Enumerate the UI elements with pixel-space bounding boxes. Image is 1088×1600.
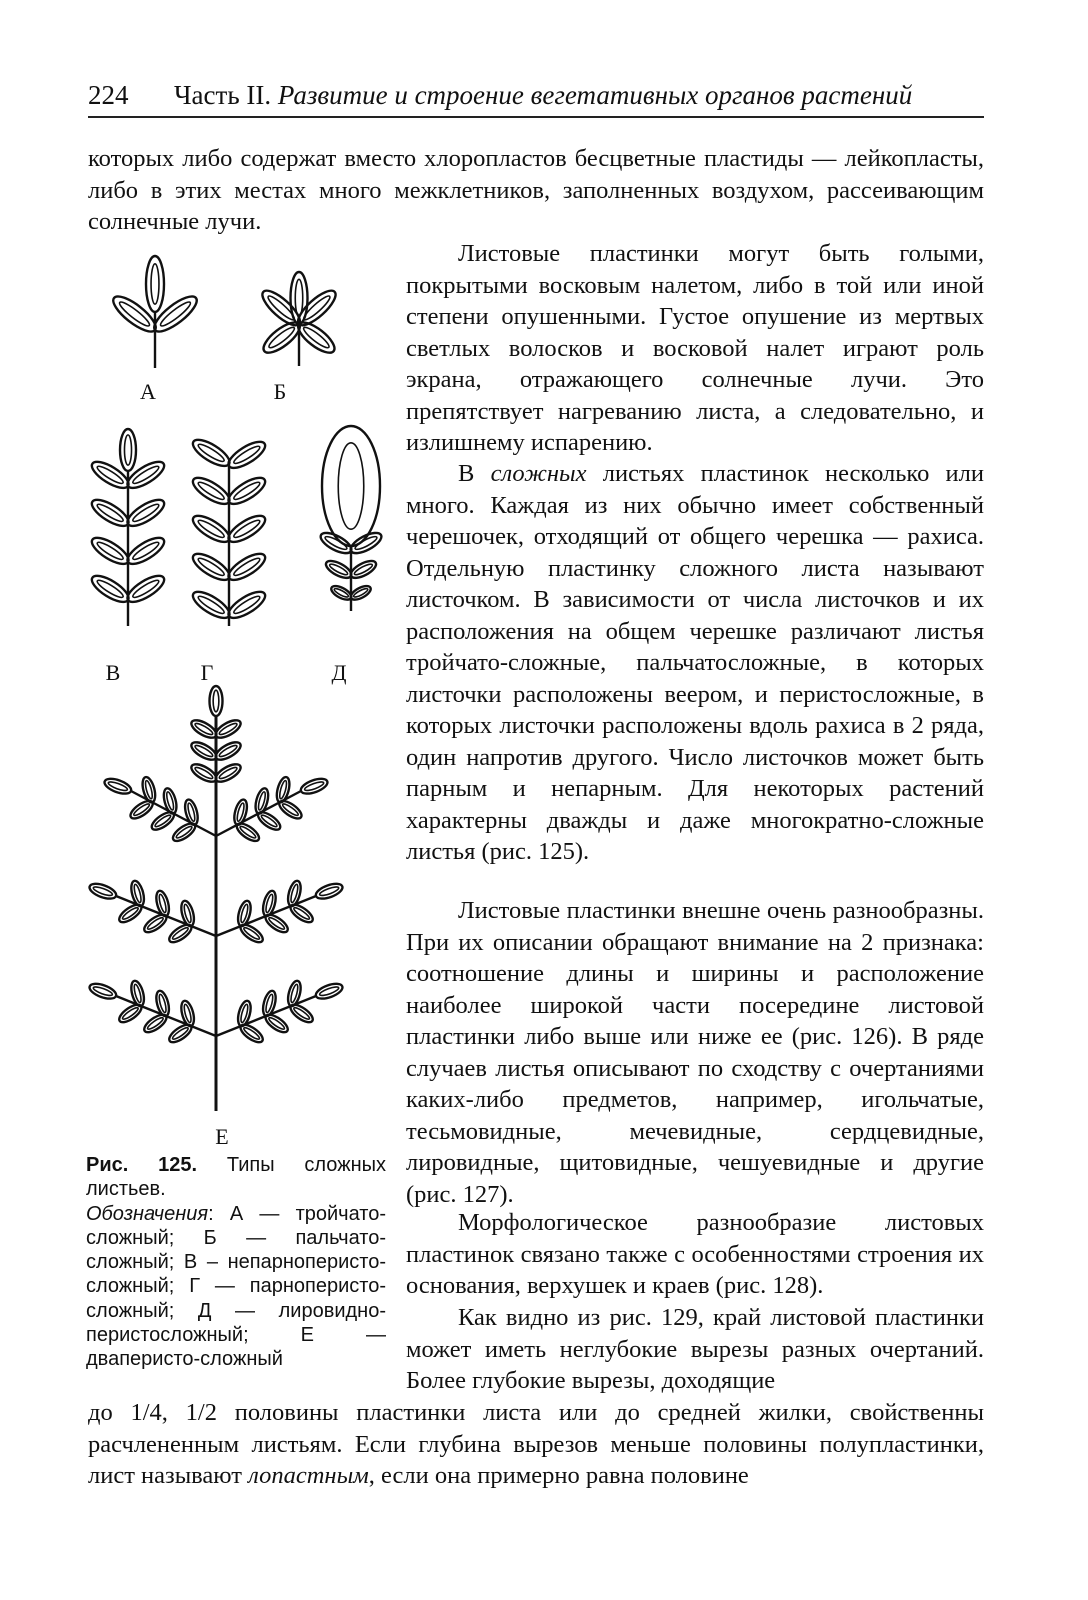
leaflet — [88, 571, 132, 607]
label-a: А — [140, 379, 156, 404]
leaflet — [323, 558, 353, 582]
leaflet — [210, 686, 223, 716]
leaflet — [318, 529, 355, 557]
leaflet — [213, 761, 243, 785]
leaflet — [189, 549, 233, 585]
leaflet — [189, 587, 233, 623]
leaflet — [189, 717, 219, 741]
paragraph-2: Листовые пластинки могут быть голыми, покрытыми восковым налетом, либо в той или иной степени опушенными. Густое опушение из мертвых светлых волосков и восковой налет играют роль экрана, отражающего солнечные лучи. Это препятствует нагреванию листа, а следовательно, и излишнему испарению. — [406, 240, 984, 456]
leaflet — [213, 717, 243, 741]
paragraph-3-start: В — [458, 460, 491, 487]
leaflet — [253, 787, 270, 815]
leaflet — [225, 511, 269, 547]
label-d: Д — [331, 660, 347, 685]
paragraph-3-rest: листьях пластинок несколько или много. Каждая из них обычно имеет собственный черешочек, отходящий от общего черешка — рахиса. Отдельную пластинку сложного листа называют листочком. В зависимости от числа листочков и их расположения на общем черешке различают листья тройчато-сложные, пальчатосложные, в которых листочки расположены веером, и перистосложные, в которых листочки расположены вдоль рахиса в 2 ряда, один напротив другого. Число листочков может быть парным и непарным. Для некоторых растений характерны дважды и даже многократно-сложные листья (рис. 125). — [406, 460, 985, 865]
leaflet — [124, 495, 168, 531]
leaflet — [259, 317, 304, 357]
leaflet — [183, 798, 200, 826]
leaflet — [314, 881, 344, 902]
leaflet — [213, 739, 243, 763]
leaflet — [348, 558, 378, 582]
leaflet — [189, 511, 233, 547]
leaflet — [88, 881, 118, 902]
leaflet — [238, 921, 266, 945]
leaflet — [263, 1011, 291, 1035]
leaflet — [189, 761, 219, 785]
leaflet — [225, 587, 269, 623]
paragraph-6: Как видно из рис. 129, край листовой пластинки может иметь неглубокие вырезы разных очертаний. Более глубокие вырезы, доходящие — [406, 1304, 984, 1394]
leaflet — [225, 549, 269, 585]
paragraph-7-end: , если она примерно равна половине — [368, 1462, 749, 1489]
figure-125 — [76, 246, 406, 1161]
caption-title: Типы сложных листьев. — [86, 1154, 387, 1201]
leaflet — [322, 426, 380, 546]
leaflet — [88, 495, 132, 531]
leaflet — [120, 429, 136, 471]
leaflet — [189, 473, 233, 509]
leaflet — [329, 583, 353, 602]
label-v: В — [105, 660, 121, 685]
leaflet — [124, 571, 168, 607]
caption-notes-label: Обозначения — [86, 1202, 209, 1225]
part-label: Часть II. — [174, 80, 272, 110]
leaflet — [146, 256, 164, 312]
leaflet — [255, 809, 283, 833]
term-lobed: лопастным — [248, 1462, 369, 1489]
leaflet — [288, 1001, 316, 1025]
paragraph-7-start: до 1/4, 1/2 половины пластинки листа или до средней жилки, свойственны расчлененным листьям. Если глубина вырезов меньше половины полупластинки, лист называют — [88, 1399, 984, 1489]
page-header — [88, 76, 984, 118]
leaflet — [124, 533, 168, 569]
leaflet — [140, 776, 157, 804]
paragraph-4: Листовые пластинки внешне очень разнообразны. При их описании обращают внимание на 2 признака: соотношение длины и ширины и расположение наиболее широкой части посередине листовой пластинки либо выше или ниже ее (рис. 126). В ряде случаев листья описывают по сходству с очертаниями каких-либо предметов, например, игольчатые, тесьмовидные, мечевидные, сердцевидные, лировидные, щитовидные, чешуевидные и другие (рис. 127). — [406, 897, 984, 1208]
leaflet — [88, 533, 132, 569]
leaflet — [161, 787, 178, 815]
paragraph-5: Морфологическое разнообразие листовых пластинок связано также с особенностями строения их основания, верхушек и краев (рис. 128). — [406, 1209, 984, 1299]
caption-notes: : А — тройчато-сложный; Б — пальчато-сложный; В – непарноперисто-сложный; Г — парноперисто-сложный; Д — лировидно-перистосложный; Е — дваперисто-сложный — [86, 1202, 386, 1371]
page-number: 224 — [88, 80, 129, 110]
leaflet — [314, 981, 344, 1002]
leaflet — [349, 583, 373, 602]
chapter-title: Развитие и строение вегетативных органов растений — [277, 80, 913, 110]
paragraph-1: которых либо содержат вместо хлоропластов бесцветные пластиды — лейкопласты, либо в этих местах много межклетников, заполненных воздухом, рассеивающим солнечные лучи. — [88, 145, 984, 235]
leaflet — [189, 739, 219, 763]
leaflet — [299, 776, 329, 797]
paragraph-7 — [88, 1397, 984, 1492]
leaflet — [189, 435, 233, 471]
leaflet — [288, 901, 316, 925]
leaflet — [294, 317, 339, 357]
leaflet — [348, 529, 385, 557]
compound-leaves-illustration — [76, 246, 406, 1161]
leaflet — [277, 798, 305, 822]
caption-label: Рис. 125. — [86, 1154, 198, 1176]
label-g: Г — [200, 660, 214, 685]
leaflet — [225, 473, 269, 509]
leaflet — [238, 1021, 266, 1045]
leaflet — [263, 911, 291, 935]
leaflet — [234, 820, 262, 844]
leaflet — [232, 798, 249, 826]
leaflet — [274, 776, 291, 804]
label-e: Е — [215, 1124, 229, 1149]
leaflet — [103, 776, 133, 797]
leaflet — [225, 437, 269, 473]
term-complex: сложных — [490, 460, 587, 487]
leaflet — [88, 981, 118, 1002]
running-head — [174, 80, 912, 111]
label-b: Б — [273, 379, 287, 404]
figure-caption — [86, 1153, 386, 1372]
paragraph-3 — [406, 458, 984, 868]
